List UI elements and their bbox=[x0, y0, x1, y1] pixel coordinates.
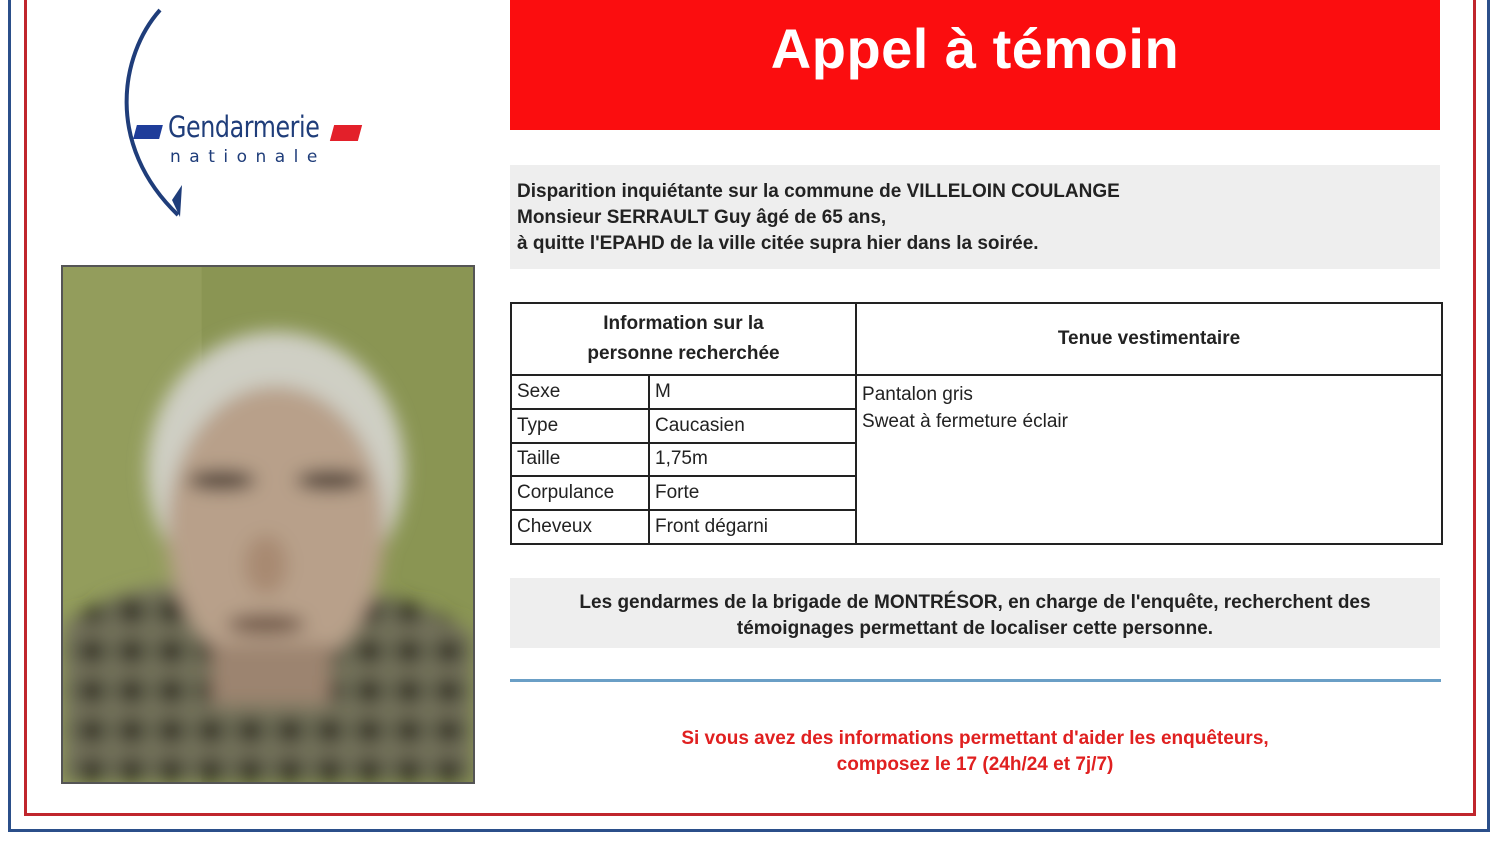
row-value: 1,75m bbox=[649, 443, 856, 477]
row-label: Cheveux bbox=[511, 510, 649, 544]
contact-line: composez le 17 (24h/24 et 7j/7) bbox=[836, 754, 1114, 775]
brigade-line: témoignages permettant de localiser cette personne. bbox=[736, 618, 1214, 639]
contact-notice bbox=[510, 726, 1440, 778]
contact-line: Si vous avez des informations permettant d'aider les enquêteurs, bbox=[681, 728, 1269, 749]
disappearance-description bbox=[510, 165, 1440, 269]
page-title: Appel à témoin bbox=[770, 17, 1180, 80]
logo-subtitle: nationale bbox=[170, 147, 326, 167]
title-banner bbox=[510, 0, 1440, 130]
row-label: Sexe bbox=[511, 375, 649, 409]
logo-red-flag bbox=[330, 125, 362, 141]
portrait-image bbox=[63, 267, 473, 782]
row-label: Taille bbox=[511, 443, 649, 477]
table-row bbox=[511, 375, 1442, 409]
clothing-item: Sweat à fermeture éclair bbox=[862, 410, 1068, 432]
row-value: M bbox=[649, 375, 856, 409]
row-label: Corpulance bbox=[511, 476, 649, 510]
logo-name: Gendarmerie bbox=[168, 110, 320, 144]
missing-person-photo bbox=[61, 265, 475, 784]
logo-blue-flag bbox=[133, 125, 163, 139]
description-line: Monsieur SERRAULT Guy âgé de 65 ans, bbox=[517, 207, 887, 228]
header-person-info: Information sur la personne recherchée bbox=[511, 303, 856, 375]
row-value: Front dégarni bbox=[649, 510, 856, 544]
clothing-description bbox=[856, 375, 1442, 544]
header-clothing: Tenue vestimentaire bbox=[856, 303, 1442, 375]
description-line: à quitte l'EPAHD de la ville citée supra hier dans la soirée. bbox=[517, 233, 1039, 254]
brigade-line: Les gendarmes de la brigade de MONTRÉSOR, en charge de l'enquête, recherchent des bbox=[579, 592, 1371, 613]
description-line: Disparition inquiétante sur la commune de VILLELOIN COULANGE bbox=[517, 181, 1120, 202]
row-value: Caucasien bbox=[649, 409, 856, 443]
clothing-item: Pantalon gris bbox=[862, 383, 973, 405]
row-value: Forte bbox=[649, 476, 856, 510]
row-label: Type bbox=[511, 409, 649, 443]
section-divider bbox=[510, 679, 1441, 682]
person-info-table bbox=[510, 302, 1443, 545]
gendarmerie-logo bbox=[110, 5, 370, 220]
brigade-notice bbox=[510, 578, 1440, 648]
